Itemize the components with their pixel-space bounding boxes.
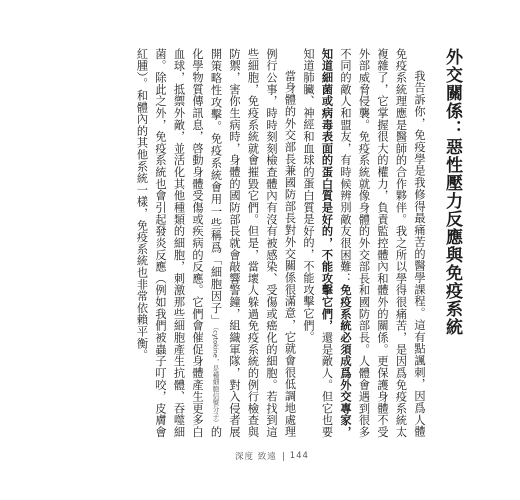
paragraph-2 (132, 48, 299, 438)
section-heading: 外交關係：惡性壓力反應與免疫系統 (442, 48, 462, 336)
paragraph-1-bold-text: 免疫系統必須成爲外交專家，知道細菌或病毒表面的蛋白質是好的，不能攻擊它們， (320, 48, 352, 438)
vertical-text-body (132, 48, 462, 438)
cytokine-note: （cytokine，是種細胞信號分子） (211, 326, 220, 427)
paragraph-1-text-b: 還是敵人。但它也要知道肺臟、神經和血球的蛋白質是好的，不能攻擊它們。 (302, 48, 334, 439)
paragraph-1 (299, 48, 429, 438)
paragraph-2-text-a: 當身體的外交部長兼國防部長對外交關係很滿意，它就會很低調地處理例行公事，時時刻刻檢查體內有沒有被感染、受傷或癌化的細胞。若找到這些細胞，免疫系統就會摧毀它們。但是，當壞人躲過免疫系統的例行檢查與防禦，害你生病時，身體的國防部長就會敲響警鐘，組織軍隊，對入侵者展開策略性攻擊。免疫系統會用一些稱爲「細胞因子」 (209, 48, 297, 438)
paragraph-1-text-a: 我告訴你，免疫學是我修得最痛苦的醫學課程。這有點諷刺，因爲人體免疫系統理應是醫師的合作夥伴。我之所以學得很痛苦，是因爲免疫系統太複雜了，它掌握很大的權力，負責監控體內和體外的關係。更保護身體不受外部威脅侵襲。免疫系統就像身體的外交部長和國防部長。人體會遇到很多不同的敵人和盟友，有時候辨別敵友很困難： (339, 48, 426, 438)
running-footer-section: 深度 致遠 (235, 452, 277, 462)
footer-divider (283, 452, 284, 461)
page-footer (235, 450, 309, 462)
paragraph-2-text-b: 的化學物質傳訊息，啓動身體受傷或疾病的反應。它們會催促身體產生更多白血球，抵禦外敵，並活化其他種類的細胞，刺激那些細胞產生抗體、吞噬細菌。除此之外，免疫系統也會引起發炎反應（例如我們被蟲子叮咬，皮膚會紅腫）。和體內的其他系統一樣，免疫系統也非常依賴平衡。 (135, 48, 223, 438)
page-number: 144 (289, 451, 309, 461)
